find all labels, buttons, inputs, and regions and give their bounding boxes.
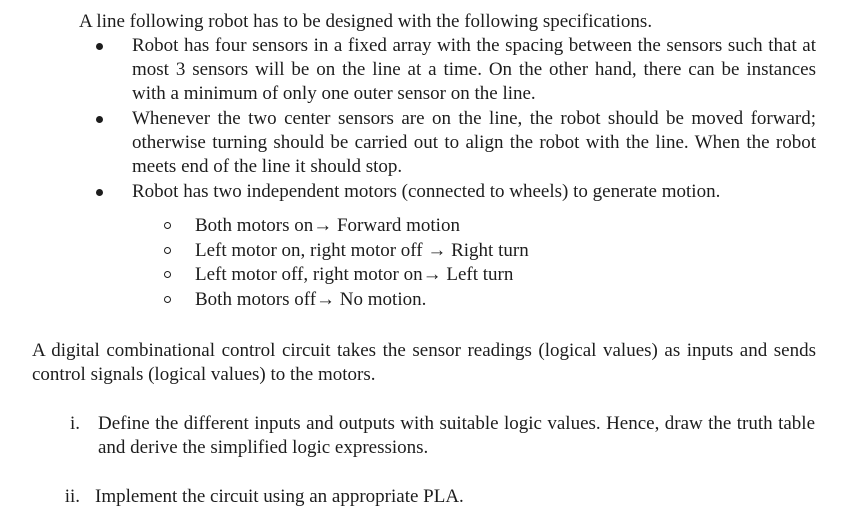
- question-text: Implement the circuit using an appropriate PLA.: [95, 486, 464, 507]
- spec-item-sensors: [96, 34, 816, 106]
- question-i: [45, 412, 815, 460]
- motion-text: Both motors on→ Forward motion: [195, 215, 460, 236]
- control-circuit-paragraph: A digital combinational control circuit takes the sensor readings (logical values) as inputs and sends control signals (logical values) to the motors.: [32, 340, 816, 385]
- motion-text: Both motors off→ No motion.: [195, 288, 427, 310]
- spec-text: Robot has two independent motors (connected to wheels) to generate motion.: [132, 181, 721, 202]
- motion-item: [164, 288, 529, 313]
- circle-bullet-icon: [164, 222, 171, 229]
- spec-item-motors: [96, 180, 816, 204]
- circle-bullet-icon: [164, 271, 171, 278]
- motion-text: Left motor off, right motor on→ Left turn: [195, 264, 514, 285]
- circle-bullet-icon: [164, 296, 171, 303]
- bullet-icon: [96, 43, 103, 50]
- spec-item-movement: [96, 107, 816, 179]
- spec-text: Whenever the two center sensors are on the line, the robot should be moved forward; otherwise turning should be carried out to align the robot with the line. When the robot meets end of the line it should stop.: [132, 108, 816, 177]
- bullet-icon: [96, 189, 103, 196]
- motion-item: [164, 263, 529, 288]
- motion-list: [164, 214, 529, 312]
- circle-bullet-icon: [164, 247, 171, 254]
- spec-text: Robot has four sensors in a fixed array with the spacing between the sensors such that at most 3 sensors will be on the line at a time. On the other hand, there can be instances with a minimum of only one outer sensor on the line.: [132, 35, 816, 104]
- question-number: ii.: [64, 486, 80, 507]
- motion-item: [164, 239, 529, 264]
- question-number: i.: [69, 413, 80, 434]
- question-ii: [45, 485, 815, 509]
- intro-sentence: A line following robot has to be designed with the following specifications.: [79, 11, 653, 32]
- question-text: Define the different inputs and outputs with suitable logic values. Hence, draw the truth table and derive the simplified logic expressions.: [98, 413, 815, 458]
- motion-item: [164, 214, 529, 239]
- bullet-icon: [96, 116, 103, 123]
- motion-text: Left motor on, right motor off → Right turn: [195, 239, 529, 261]
- specification-list: [96, 34, 816, 205]
